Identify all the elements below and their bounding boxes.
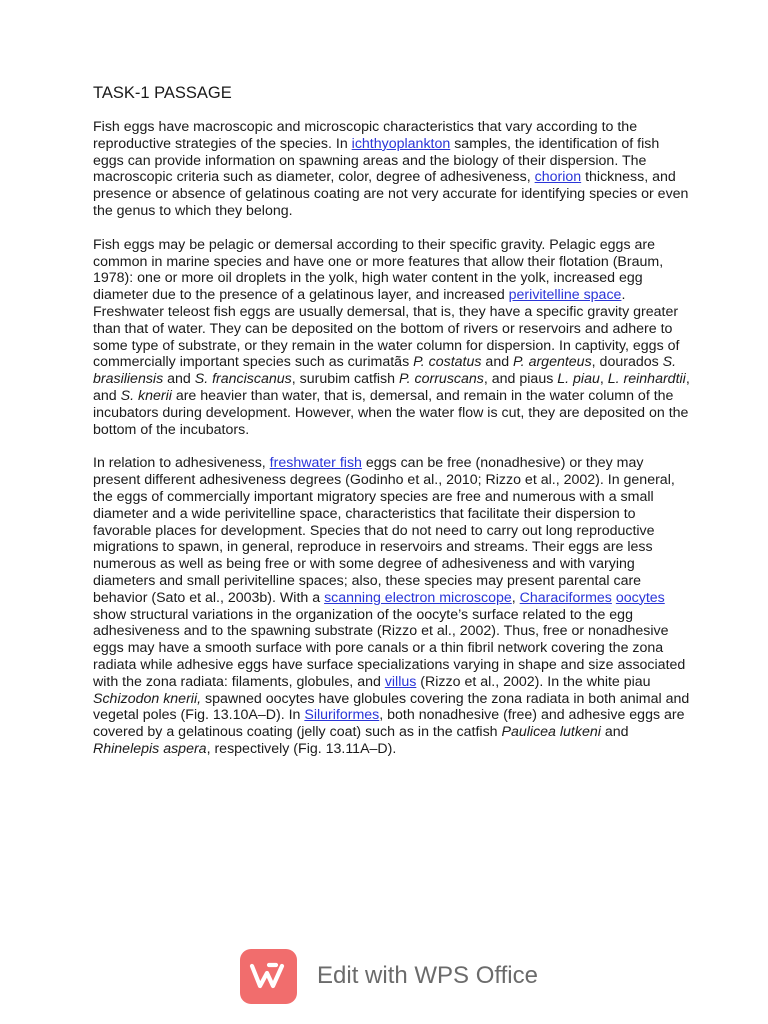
species-name: S. franciscanus bbox=[194, 371, 292, 388]
wps-edit-banner[interactable] bbox=[240, 948, 538, 1004]
species-name: P. costatus bbox=[413, 354, 482, 371]
link-perivitelline-space[interactable]: perivitelline space bbox=[508, 287, 622, 304]
text-run: show structural variations in the organization of the oocyte’s surface related to the egg adhesiveness and to the spawning substrate (Rizzo et al., 2002). Thus, free or nonadhesive eggs may have a smooth surface with pore canals or a thin fibril network covering the zona radiata while adhesive eggs have surface specializations varying in shape and size associated with the zona radiata: filaments, globules, and bbox=[93, 606, 686, 690]
text-run: and bbox=[163, 371, 195, 388]
text-run: , respectively (Fig. 13.11A–D). bbox=[206, 740, 397, 757]
link-scanning-electron-microscope[interactable]: scanning electron microscope bbox=[324, 589, 512, 606]
text-run: (Rizzo et al., 2002). In the white piau bbox=[416, 673, 651, 690]
text-run: eggs can be free (nonadhesive) or they may present different adhesiveness degrees (Godinho et al., 2010; Rizzo et al., 2002). In general, the eggs of commercially important migratory species are free and numerous with a small diameter and a wide perivitelline space, characteristics that facilitate their dispersion to favorable places for development. Species that do not need to carry out long reproductive migrations to spawn, in general, reproduce in reservoirs and streams. Their eggs are less numerous as well as being free or with some degree of adhesiveness and with varying diameters and small perivitelline spaces; also, these species may present parental care behavior (Sato et al., 2003b). With a bbox=[93, 455, 675, 606]
species-name: Rhinelepis aspera bbox=[93, 740, 207, 757]
species-name: P. argenteus bbox=[513, 354, 592, 371]
species-name: L. reinhardtii bbox=[607, 371, 686, 388]
text-run: In relation to adhesiveness, bbox=[93, 455, 270, 472]
text-run: and bbox=[600, 724, 629, 741]
paragraph-3 bbox=[93, 455, 693, 757]
paragraph-1 bbox=[93, 119, 693, 220]
text-run: , and piaus bbox=[483, 371, 558, 388]
link-freshwater-fish[interactable]: freshwater fish bbox=[269, 455, 362, 472]
text-run: , bbox=[599, 371, 608, 388]
text-run: , and bbox=[93, 371, 690, 404]
wps-logo-icon bbox=[240, 949, 297, 1004]
wps-w-glyph bbox=[249, 961, 289, 991]
text-run: , bbox=[511, 589, 520, 606]
species-name: P. corruscans bbox=[398, 371, 484, 388]
species-name: S. brasiliensis bbox=[93, 354, 677, 388]
link-villus[interactable]: villus bbox=[384, 673, 417, 690]
text-run: thickness, and presence or absence of gelatinous coating are not very accurate for identifying species or even the genus to which they belong. bbox=[93, 169, 689, 219]
species-name: L. piau bbox=[557, 371, 600, 388]
species-name: Schizodon knerii, bbox=[93, 690, 202, 707]
link-siluriformes[interactable]: Siluriformes bbox=[304, 707, 380, 724]
link-chorion[interactable]: chorion bbox=[534, 169, 582, 186]
link-characiformes[interactable]: Characiformes bbox=[519, 589, 612, 606]
text-run: , dourados bbox=[591, 354, 663, 371]
text-run: are heavier than water, that is, demersal, and remain in the water column of the incubators during development. However, when the water flow is cut, they are deposited on the bottom of the incubators. bbox=[93, 387, 689, 438]
text-run: spawned oocytes have globules covering the zona radiata in both animal and vegetal poles (Fig. 13.10A–D). In bbox=[93, 690, 690, 724]
text-run: Fish eggs may be pelagic or demersal according to their specific gravity. Pelagic eggs are common in marine species and have one or more features that allow their flotation (Braum, 1978): one or more oil droplets in the yolk, high water content in the yolk, increased egg diameter due to the presence of a gelatinous layer, and increased bbox=[93, 236, 664, 304]
text-run: Fish eggs have macroscopic and microscopic characteristics that vary according to the reproductive strategies of the species. In bbox=[93, 119, 638, 152]
text-run: , both nonadhesive (free) and adhesive eggs are covered by a gelatinous coating (jelly coat) such as in the catfish bbox=[93, 707, 685, 741]
species-name: Paulicea lutkeni bbox=[501, 724, 601, 741]
text-run: , surubim catfish bbox=[291, 371, 399, 388]
paragraph-2 bbox=[93, 237, 693, 439]
text-run: samples, the identification of fish eggs can provide information on spawning areas and the biology of their dispersion. The macroscopic criteria such as diameter, color, degree of adhesiveness, bbox=[93, 135, 660, 186]
document-page bbox=[93, 84, 693, 775]
edit-with-wps-label: Edit with WPS Office bbox=[317, 962, 538, 989]
species-name: S. knerii bbox=[120, 387, 172, 404]
text-run: and bbox=[481, 354, 514, 371]
text-run: . Freshwater teleost fish eggs are usually demersal, that is, they have a specific gravity greater than that of water. They can be deposited on the bottom of rivers or reservoirs and adhere to some type of substrate, or they remain in the water column for dispersion. In captivity, eggs of commercially important species such as curimatãs bbox=[93, 287, 680, 371]
link-ichthyoplankton[interactable]: ichthyoplankton bbox=[351, 135, 451, 152]
link-oocytes[interactable]: oocytes bbox=[615, 589, 665, 606]
passage-title: TASK-1 PASSAGE bbox=[93, 84, 232, 102]
